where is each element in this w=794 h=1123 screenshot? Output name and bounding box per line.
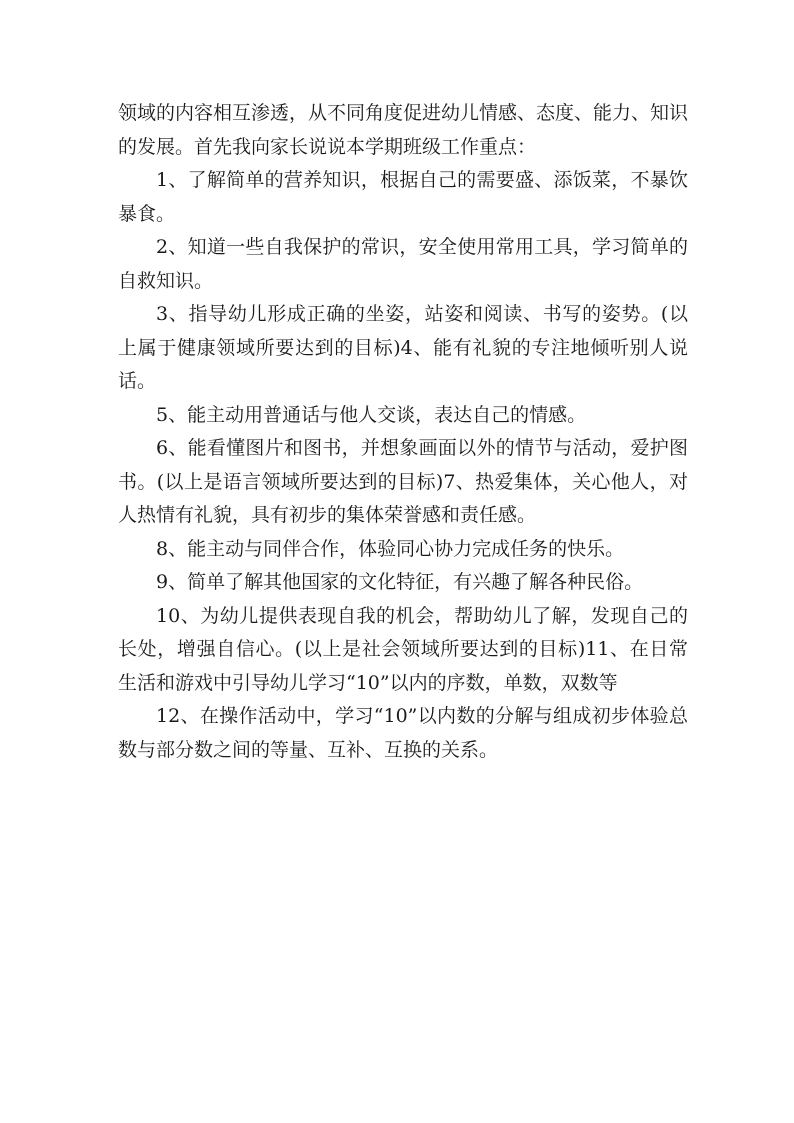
paragraph-item-10-11: 10、为幼儿提供表现自我的机会，帮助幼儿了解，发现自己的长处，增强自信心。(以上是社会领域所要达到的目标)11、在日常生活和游戏中引导幼儿学习“10”以内的序数，单数，双数等 [118, 604, 688, 694]
paragraph-item-1: 1、了解简单的营养知识，根据自己的需要盛、添饭菜，不暴饮暴食。 [118, 169, 688, 225]
paragraph-item-8: 8、能主动与同伴合作，体验同心协力完成任务的快乐。 [156, 537, 625, 560]
paragraph-item-5: 5、能主动用普通话与他人交谈，表达自己的情感。 [156, 403, 587, 426]
paragraph-item-12: 12、在操作活动中，学习“10”以内数的分解与组成初步体验总数与部分数之间的等量、互补、互换的关系。 [118, 705, 688, 761]
paragraph-item-2: 2、知道一些自我保护的常识，安全使用常用工具，学习简单的自救知识。 [118, 236, 688, 292]
paragraph-intro: 领域的内容相互渗透，从不同角度促进幼儿情感、态度、能力、知识的发展。首先我向家长说说本学期班级工作重点： [118, 102, 689, 158]
paragraph-item-3-4: 3、指导幼儿形成正确的坐姿，站姿和阅读、书写的姿势。(以上属于健康领域所要达到的目标)4、能有礼貌的专注地倾听别人说话。 [118, 303, 688, 392]
document-body [118, 97, 688, 767]
paragraph-item-6-7: 6、能看懂图片和图书，并想象画面以外的情节与活动，爱护图书。(以上是语言领域所要达到的目标)7、热爱集体，关心他人，对人热情有礼貌，具有初步的集体荣誉感和责任感。 [118, 437, 688, 526]
paragraph-item-9: 9、简单了解其他国家的文化特征，有兴趣了解各种民俗。 [156, 571, 644, 593]
